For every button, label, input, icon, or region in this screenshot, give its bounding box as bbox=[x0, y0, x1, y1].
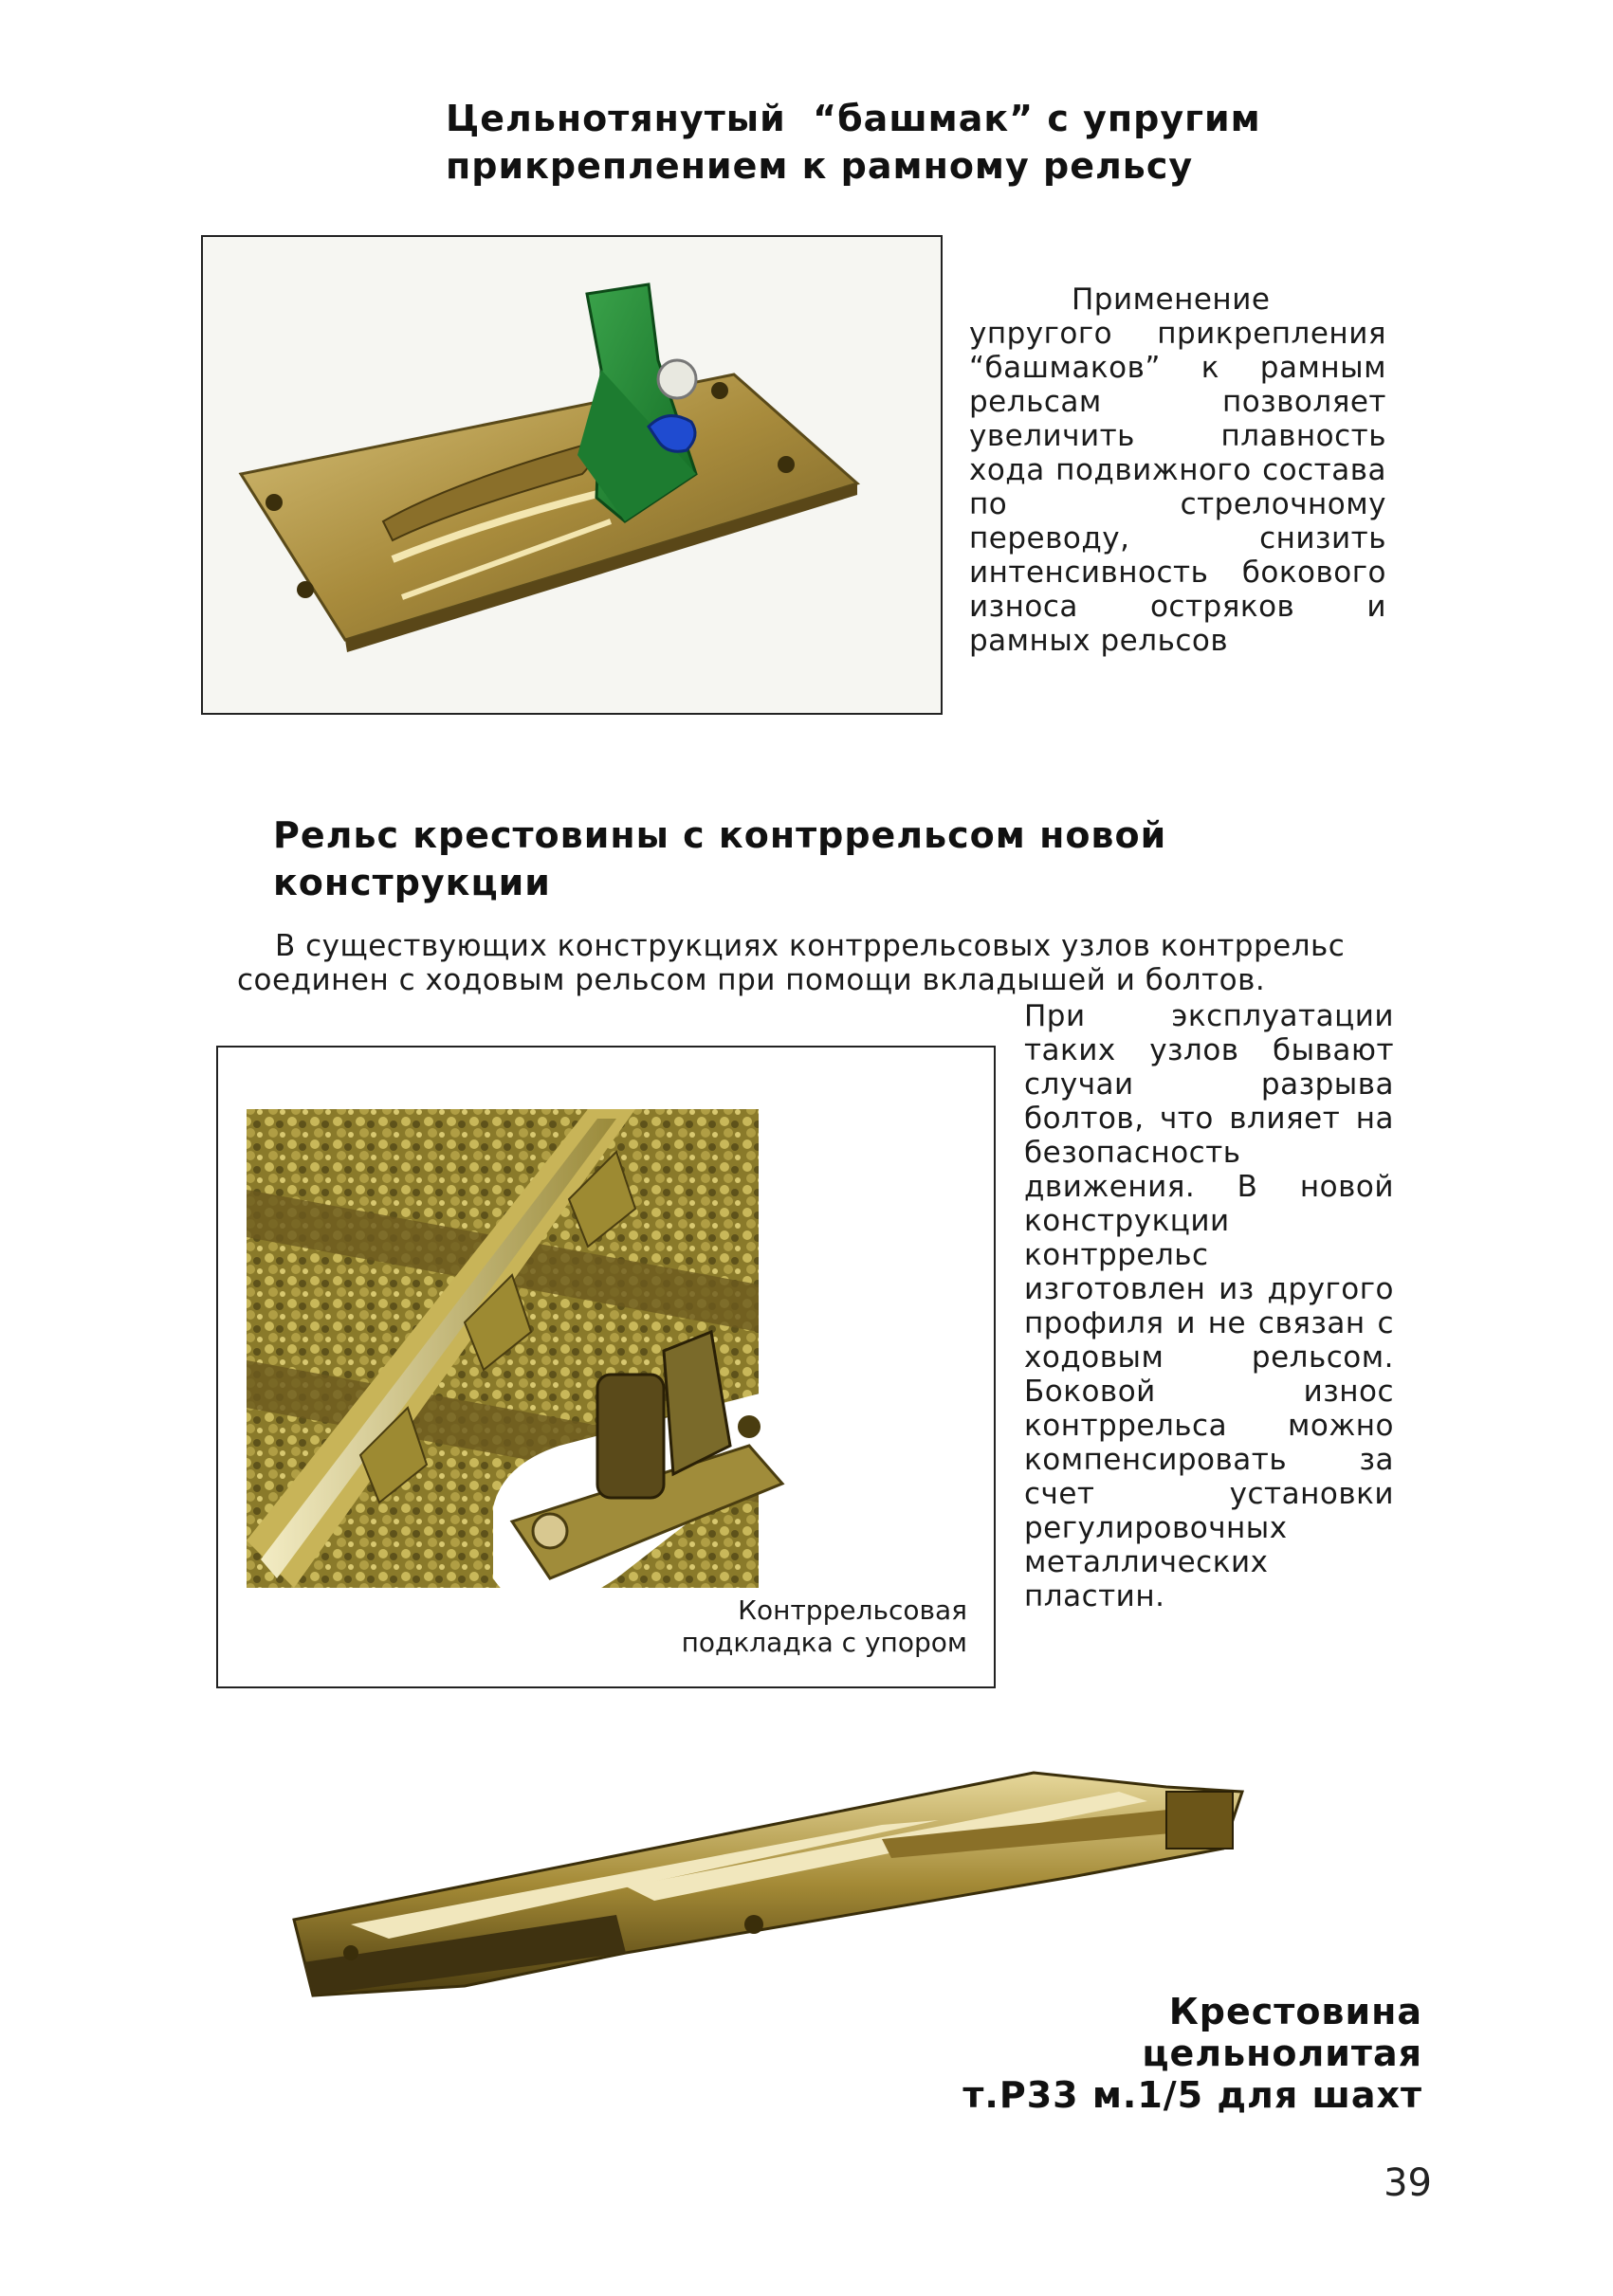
guardrail-photo bbox=[218, 1048, 994, 1686]
section3-title-line1: Крестовина цельнолитая bbox=[1142, 1991, 1422, 2074]
section1-paragraph: Применение упругого прикрепления “башмаков” к рамным рельсам позволяет увеличить плавность хода подвижного состава по стрелочному переводу, снизить интенсивность бокового износа остряков и рамных рельсов bbox=[969, 282, 1386, 658]
section3-title bbox=[891, 1991, 1422, 2116]
section1-title-line1: Цельнотянутый “башмак” с упругим bbox=[446, 98, 1261, 139]
photo-caption-line1: Контррельсовая bbox=[738, 1594, 967, 1626]
shoe-photo bbox=[203, 237, 941, 713]
guardrail-photo-frame bbox=[216, 1046, 996, 1688]
section2-title: Рельс крестовины с контррельсом новой конструкции bbox=[273, 814, 1167, 903]
plate-hole bbox=[297, 581, 314, 598]
page-number: 39 bbox=[1384, 2161, 1432, 2205]
plate-hole bbox=[266, 494, 283, 511]
section3-title-line2: т.Р33 м.1/5 для шахт bbox=[962, 2074, 1422, 2116]
plate-hole bbox=[711, 382, 728, 399]
shoe-photo-frame bbox=[201, 235, 943, 715]
section1-title-line2: прикреплением к рамному рельсу bbox=[446, 145, 1194, 187]
section1-title bbox=[446, 95, 1299, 190]
plate-hole bbox=[778, 456, 795, 473]
section2-intro-line1: В существующих конструкциях контррельсовых узлов контррельс bbox=[275, 929, 1346, 963]
frog-photo bbox=[218, 1735, 1261, 2019]
photo-caption bbox=[626, 1594, 967, 1659]
photo-caption-line2: подкладка с упором bbox=[681, 1627, 967, 1658]
section2-paragraph: При эксплуатации таких узлов бывают случаи разрыва болтов, что влияет на безопасность движения. В новой конструкции контррельс изготовлен из другого профиля и не связан с ходовым рельсом. Боковой износ контррельса можно компенсировать за счет установки регулировочных металлических пластин. bbox=[1024, 999, 1394, 1613]
section2-intro-line2: соединен с ходовым рельсом при помощи вкладышей и болтов. bbox=[237, 963, 1266, 997]
section2-intro bbox=[237, 929, 1384, 997]
